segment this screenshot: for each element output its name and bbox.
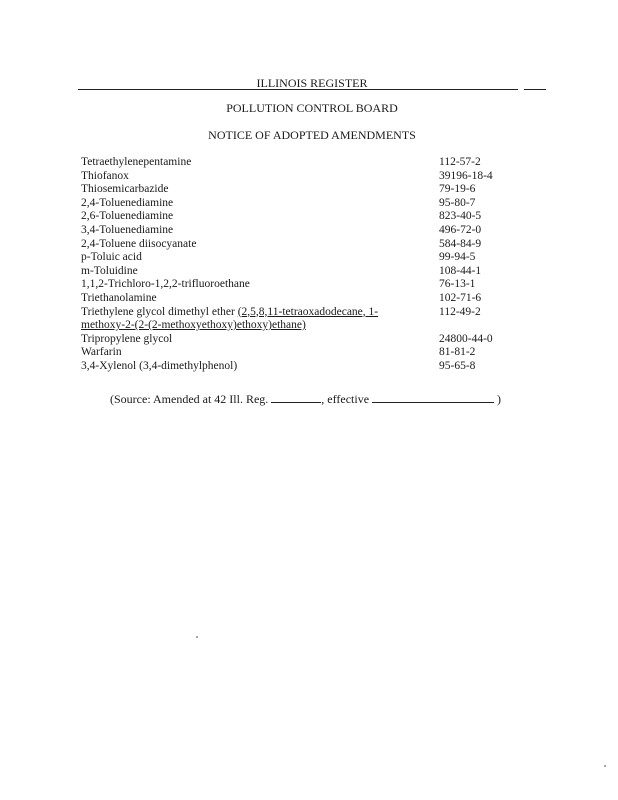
chemical-row xyxy=(81,292,541,306)
register-header: ILLINOIS REGISTER xyxy=(256,76,368,90)
cas-number: 496-72-0 xyxy=(439,223,482,236)
cas-number: 99-94-5 xyxy=(439,251,476,264)
chemical-row xyxy=(81,265,541,279)
chemical-row xyxy=(81,251,541,265)
chemical-row xyxy=(81,183,541,197)
chemical-row xyxy=(81,210,541,224)
source-prefix: (Source: Amended at 42 Ill. Reg. xyxy=(110,392,269,406)
chemical-name xyxy=(81,306,411,333)
effective-date-blank xyxy=(372,391,494,403)
cas-number: 76-13-1 xyxy=(439,278,476,291)
cas-number: 24800-44-0 xyxy=(439,332,493,345)
chemical-name: Thiosemicarbazide xyxy=(81,183,169,196)
board-title: POLLUTION CONTROL BOARD xyxy=(226,101,398,115)
chemical-name: p-Toluic acid xyxy=(81,251,142,264)
chemical-row xyxy=(81,346,541,360)
cas-number: 584-84-9 xyxy=(439,237,482,250)
cas-number: 102-71-6 xyxy=(439,291,482,304)
cas-number: 112-49-2 xyxy=(439,305,481,318)
source-effective: , effective xyxy=(321,392,370,406)
chemical-name: 2,6-Toluenediamine xyxy=(81,210,174,223)
chemical-row xyxy=(81,278,541,292)
cas-number: 39196-18-4 xyxy=(439,169,493,182)
added-synonym: (2,5,8,11-tetraoxadodecane, 1-methoxy-2-(2-(2-methoxyethoxy)ethoxy)ethane) xyxy=(81,305,379,332)
chemical-name: 2,4-Toluene diisocyanate xyxy=(81,237,197,250)
chemical-row xyxy=(81,333,541,347)
chemical-row xyxy=(81,224,541,238)
scan-speck xyxy=(196,636,198,638)
chemical-name: Tripropylene glycol xyxy=(81,332,173,345)
chemical-row xyxy=(81,360,541,374)
chemical-name: m-Toluidine xyxy=(81,264,138,277)
cas-number: 112-57-2 xyxy=(439,156,481,168)
source-note xyxy=(110,391,530,406)
cas-number: 95-80-7 xyxy=(439,196,476,209)
chemical-name: Tetraethylenepentamine xyxy=(81,156,192,168)
notice-title: NOTICE OF ADOPTED AMENDMENTS xyxy=(208,128,416,142)
chemical-list xyxy=(81,156,541,374)
chemical-name: 3,4-Toluenediamine xyxy=(81,223,174,236)
chemical-name: 3,4-Xylenol (3,4-dimethylphenol) xyxy=(81,359,238,372)
source-suffix: ) xyxy=(497,392,502,406)
reg-page-blank xyxy=(271,391,321,403)
chemical-row xyxy=(81,197,541,211)
cas-number: 95-65-8 xyxy=(439,359,476,372)
chemical-row xyxy=(81,170,541,184)
chemical-name: 1,1,2-Trichloro-1,2,2-trifluoroethane xyxy=(81,278,250,291)
chemical-name: 2,4-Toluenediamine xyxy=(81,196,174,209)
cas-number: 79-19-6 xyxy=(439,183,476,196)
chemical-row xyxy=(81,306,541,333)
chemical-name: Thiofanox xyxy=(81,169,129,182)
scan-speck xyxy=(604,765,606,767)
chemical-name-base: Triethylene glycol dimethyl ether xyxy=(81,305,235,318)
chemical-name: Triethanolamine xyxy=(81,291,157,304)
chemical-row xyxy=(81,238,541,252)
chemical-name: Warfarin xyxy=(81,346,122,359)
cas-number: 108-44-1 xyxy=(439,264,482,277)
chemical-row xyxy=(81,156,541,170)
header-rule-end xyxy=(524,89,546,90)
cas-number: 81-81-2 xyxy=(439,346,476,359)
cas-number: 823-40-5 xyxy=(439,210,482,223)
header-rule xyxy=(78,89,518,90)
